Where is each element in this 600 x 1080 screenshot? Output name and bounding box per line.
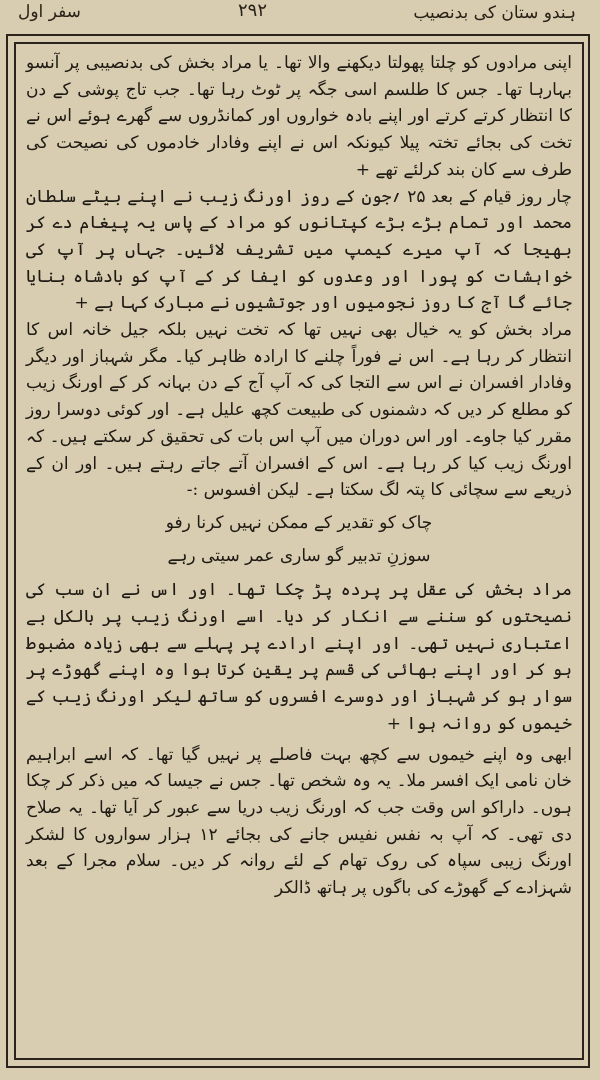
- paragraph: اپنی مرادوں کو چلتا پھولتا دیکھنے والا تھا۔ یا مراد بخش کی بدنصیبی پر آنسو بہارہا تھا۔ جس کا طلسم اسی جگہ پر ٹوٹ رہا تھا۔ جب تاج پوشی کے دن کا انتظار کرتے کرتے اور اپنے بادہ خواروں اور کمانڈروں سے گھرے ہوئے اس نے تخت کی بجائے تختہ پیلا کیونکہ اس نے اپنے وفادار خادموں کی نصیحت کی طرف سے کان بند کرلئے تھے +: [26, 53, 572, 180]
- page-header: [0, 0, 600, 28]
- paragraph: چار روز قیام کے بعد ۲۵ ؍جون کے روز اورنگ زیب نے اپنے بیٹے سلطان محمد اور تمام بڑے بڑے کپتانوں کو مراد کے پاس یہ پیغام دے کر بھیجا کہ آپ میرے کیمپ میں تشریف لائیں۔ جہاں پر آپ کی خواہشات کو پورا اور وعدوں کو ایفا کر کے آپ کو بادشاہ بنایا جائے گا آج کا روز نجومیوں اور جوتشیوں نے مبارک کہا ہے +: [26, 186, 572, 314]
- verse-line-2: سوزنِ تدبیر گو ساری عمر سیتی رہے: [167, 545, 431, 566]
- body-text: [26, 50, 572, 902]
- verse-line-1: چاک کو تقدیر کے ممکن نہیں کرنا رفو: [165, 512, 433, 533]
- paragraph: مراد بخش کو یہ خیال بھی نہیں تھا کہ تخت نہیں بلکہ جیل خانہ اس کا انتظار کر رہا ہے۔ اس نے فوراً چلنے کا ارادہ ظاہر کیا۔ مگر شہباز اور دیگر وفادار افسران نے اس سے التجا کی کہ آپ آج کے دن بہانہ کر کے اورنگ زیب کو مطلع کر دیں کہ دشمنوں کی طبیعت کچھ علیل ہے۔ اور کوئی دوسرا روز مقرر کیا جاوے۔ اور اس دوران میں آپ اس بات کی تحقیق کر سکتے ہیں۔ کہ اورنگ زیب کیا کر رہا ہے۔ اس کے افسران آتے جاتے رہتے ہیں۔ اور ان کے ذریعے سے سچائی کا پتہ لگ سکتا ہے۔ لیکن افسوس :-: [26, 320, 572, 501]
- paragraph: ابھی وہ اپنے خیموں سے کچھ بہت فاصلے پر نہیں گیا تھا۔ کہ اسے ابراہیم خان نامی ایک افسر ملا۔ یہ وہ شخص تھا۔ جس نے جیسا کہ میں ذکر کر چکا ہوں۔ داراکو اس وقت جب کہ اورنگ زیب دریا سے عبور کر آیا تھا۔ یہ صلاح دی تھی۔ کہ آپ بہ نفس نفیس جانے کی بجائے ۱۲ ہزار سواروں کا لشکر اورنگ زیبی سپاہ کی روک تھام کے لئے روانہ کر دیں۔ سلام مجرا کے بعد شہزادے کے گھوڑے کی باگوں پر ہاتھ ڈالکر: [26, 744, 572, 899]
- header-right: ہندو ستان کی بدنصیب: [413, 3, 576, 23]
- header-left: سفر اول: [18, 2, 81, 22]
- paragraph: مراد بخش کی عقل پر پردہ پڑ چکا تھا۔ اور اس نے ان سب کی نصیحتوں کو سننے سے انکار کر دیا۔ اسے اورنگ زیب پر بالکل بے اعتباری نہیں تھی۔ اور اپنے ارادے پر پہلے سے بھی زیادہ مضبوط ہو کر اور اپنے بھائی کی قسم پر یقین کرتا ہوا وہ اپنے گھوڑے پر سوار ہو کر شہباز اور دوسرے افسروں کو ساتھ لیکر اورنگ زیب کے خیموں کو روانہ ہوا +: [26, 580, 572, 734]
- page-number: ٢٩٢: [238, 0, 268, 21]
